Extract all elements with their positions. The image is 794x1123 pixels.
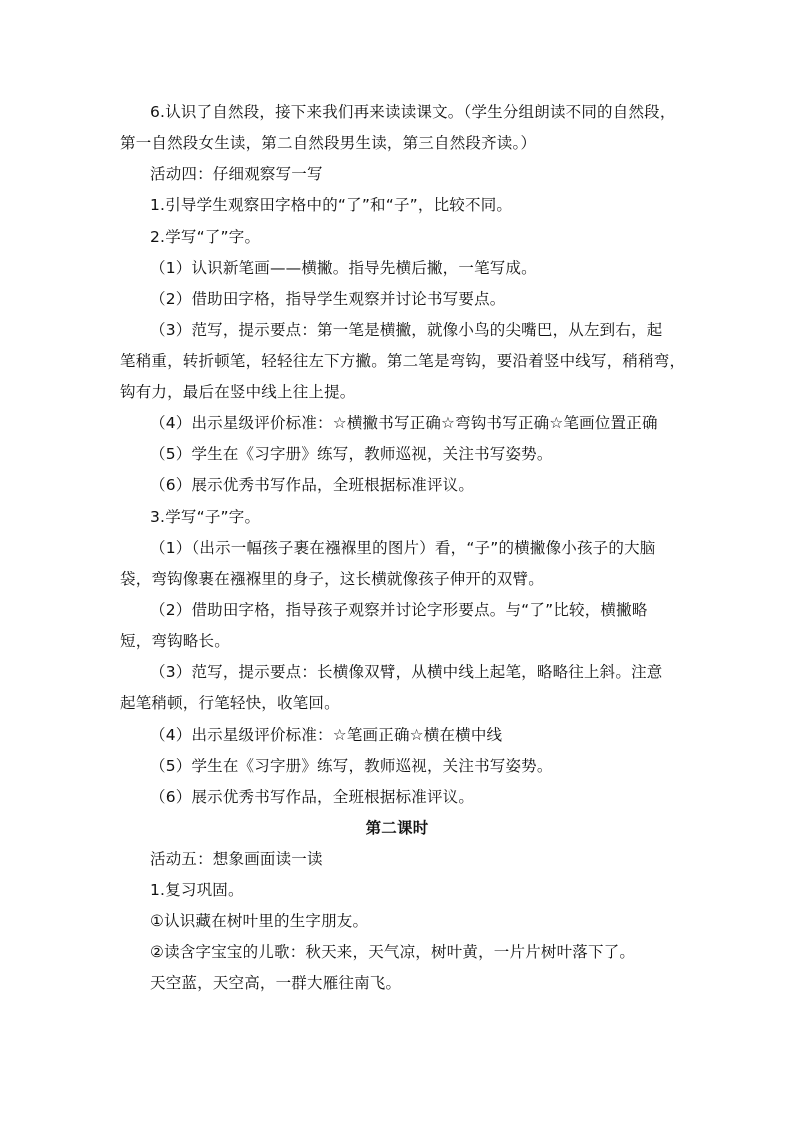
paragraph-line: （2）借助田字格，指导学生观察并讨论书写要点。 (150, 290, 506, 308)
paragraph-line: 袋，弯钩像裹在襁褓里的身子，这长横就像孩子伸开的双臂。 (120, 570, 544, 588)
paragraph-line: 笔稍重，转折顿笔，轻轻往左下方撇。第二笔是弯钩，要沿着竖中线写，稍稍弯， (120, 352, 686, 370)
paragraph-line: （1）（出示一幅孩子裹在襁褓里的图片）看，“子”的横撇像小孩子的大脑 (150, 539, 656, 557)
paragraph-line: 6.认识了自然段，接下来我们再来读读课文。（学生分组朗读不同的自然段， (150, 103, 676, 121)
paragraph-line: （4）出示星级评价标准：☆横撇书写正确☆弯钩书写正确☆笔画位置正确 (150, 414, 658, 432)
paragraph-line: 1.引导学生观察田字格中的“了”和“子”，比较不同。 (150, 196, 513, 214)
paragraph-line: 1.复习巩固。 (150, 881, 244, 899)
paragraph-line: ②读含字宝宝的儿歌：秋天来，天气凉，树叶黄，一片片树叶落下了。 (150, 943, 636, 961)
lesson-title: 第二课时 (365, 819, 429, 837)
paragraph-line: （3）范写，提示要点：第一笔是横撇，就像小鸟的尖嘴巴，从左到右，起 (150, 321, 663, 339)
paragraph-line: 2.学写“了”字。 (150, 228, 261, 246)
paragraph-line: 起笔稍顿，行笔轻快，收笔回。 (120, 694, 340, 712)
paragraph-line: 第一自然段女生读，第二自然段男生读，第三自然段齐读。） (120, 134, 537, 152)
paragraph-line: 短，弯钩略长。 (120, 632, 230, 650)
paragraph-line: ①认识藏在树叶里的生字朋友。 (150, 912, 369, 930)
paragraph-line: （5）学生在《习字册》练写，教师巡视，关注书写姿势。 (150, 757, 553, 775)
paragraph-line: （2）借助田字格，指导孩子观察并讨论字形要点。与“了”比较，横撇略 (150, 601, 648, 619)
paragraph-line: （4）出示星级评价标准：☆笔画正确☆横在横中线 (150, 726, 503, 744)
paragraph-line: 3.学写“子”字。 (150, 508, 261, 526)
paragraph-line: 天空蓝，天空高，一群大雁往南飞。 (150, 974, 402, 992)
paragraph-line: （1）认识新笔画——横撇。指导先横后撇，一笔写成。 (150, 259, 537, 277)
section-heading: 活动四：仔细观察写一写 (150, 165, 323, 183)
paragraph-line: （6）展示优秀书写作品，全班根据标准评议。 (150, 788, 475, 806)
paragraph-line: （3）范写，提示要点：长横像双臂，从横中线上起笔，略略往上斜。注意 (150, 663, 663, 681)
paragraph-line: 钩有力，最后在竖中线上往上提。 (120, 383, 356, 401)
paragraph-line: （6）展示优秀书写作品，全班根据标准评议。 (150, 476, 475, 494)
paragraph-line: （5）学生在《习字册》练写，教师巡视，关注书写姿势。 (150, 445, 553, 463)
section-heading: 活动五：想象画面读一读 (150, 850, 323, 868)
